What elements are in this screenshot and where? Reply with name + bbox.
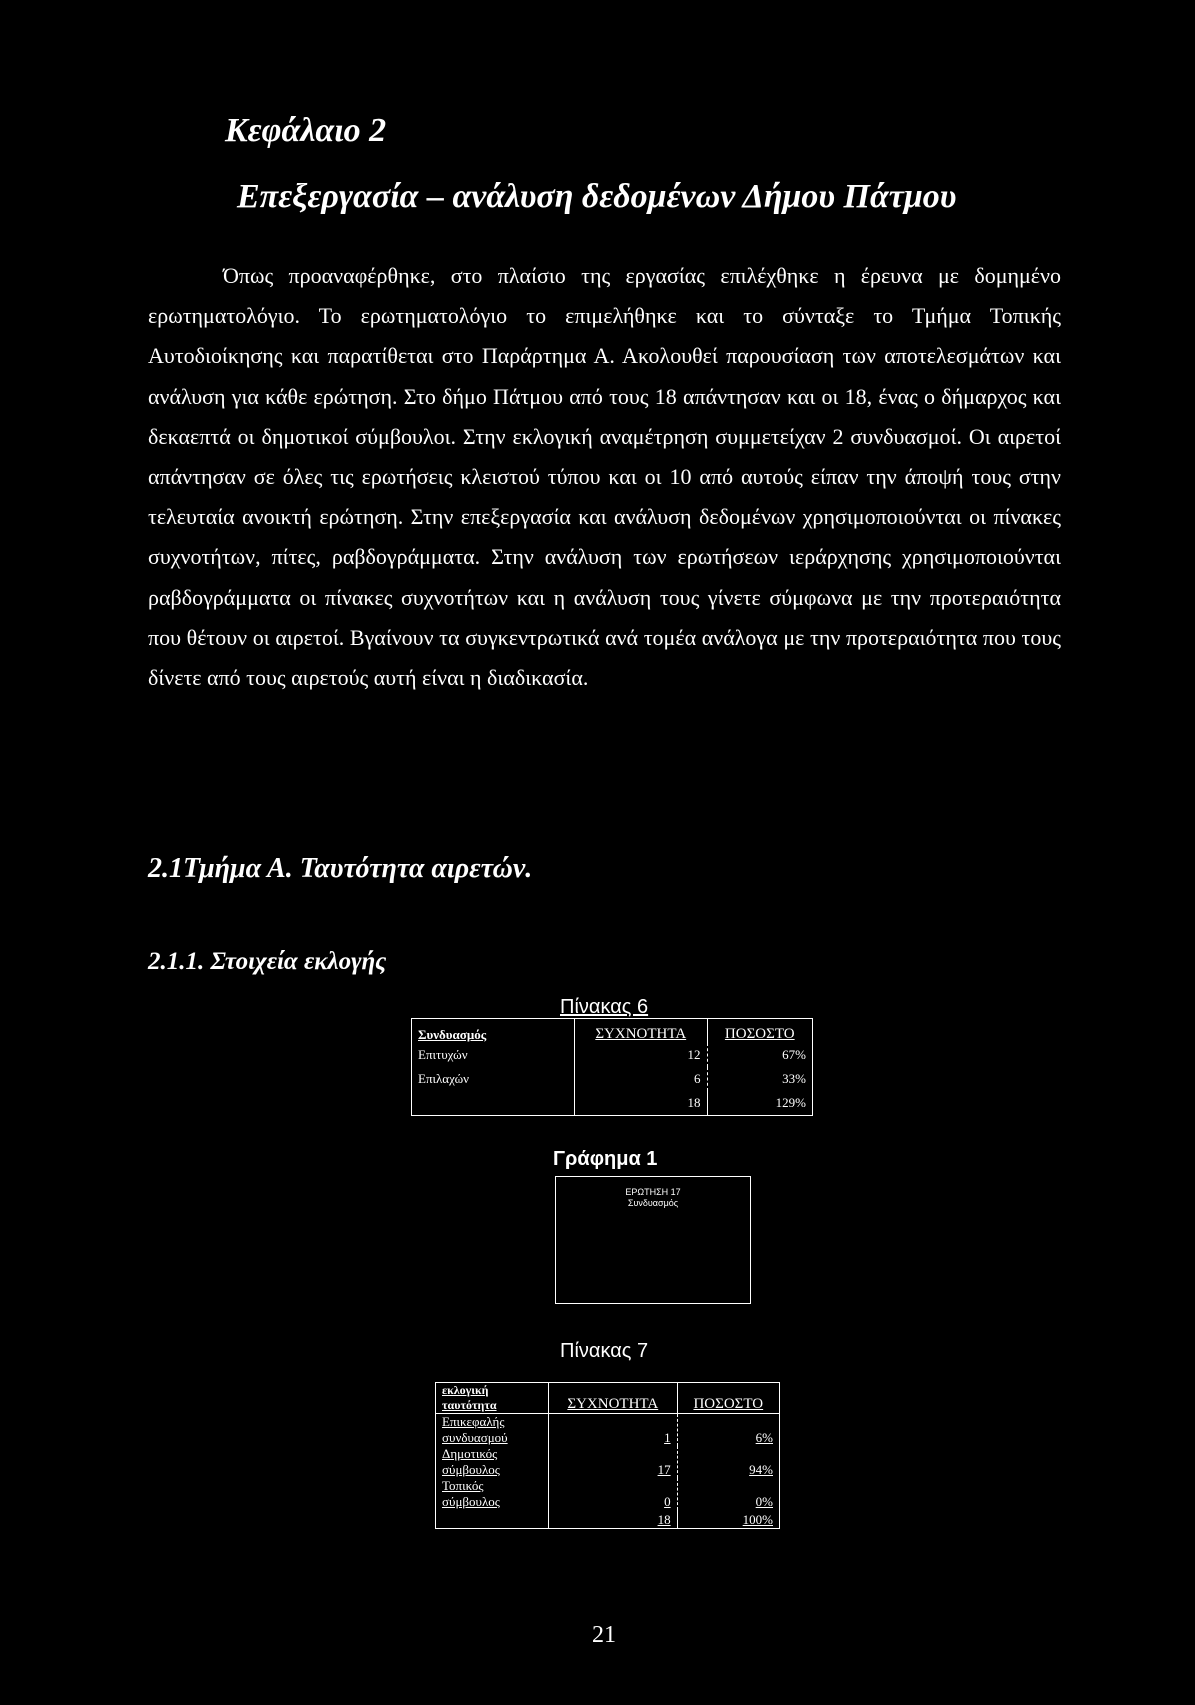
chart-frame [555,1176,751,1304]
table7-cell: Επικεφαλής συνδυασμού [436,1414,549,1447]
table-row [412,1067,813,1091]
table7 [435,1382,780,1529]
table7-cell: 1 [549,1414,678,1447]
page-number: 21 [592,1622,616,1648]
table6-cell: 6 [575,1067,708,1091]
table6-cell: 12 [575,1043,708,1067]
section-heading: 2.1Τμήμα Α. Ταυτότητα αιρετών. [148,853,533,884]
table6 [411,1018,813,1116]
table6-cell: 33% [707,1067,813,1091]
table6-cell: 18 [575,1091,708,1116]
table6-cell: 67% [707,1043,813,1067]
table-row [436,1510,780,1529]
chart-subtitle: Συνδυασμός [627,1198,679,1208]
table6-cell [412,1091,575,1116]
chapter-label: Κεφάλαιο 2 [225,112,387,149]
intro-text: Όπως προαναφέρθηκε, στο πλαίσιο της εργασίας επιλέχθηκε η έρευνα με δομημένο ερωτηματολόγιο. Το ερωτηματολόγιο το επιμελήθηκε και το σύνταξε το Τμήμα Τοπικής Αυτοδιοίκησης και παρατίθεται στο Παράρτημα Α. Ακολουθεί παρουσίαση των αποτελεσμάτων και ανάλυση για κάθε ερώτηση. Στο δήμο Πάτμου από τους 18 απάντησαν και οι 18, ένας ο δήμαρχος και δεκαεπτά οι δημοτικοί σύμβουλοι. Στην εκλογική αναμέτρηση συμμετείχαν 2 συνδυασμοί. Οι αιρετοί απάντησαν σε όλες τις ερωτήσεις κλειστού τύπου και οι 10 από αυτούς είπαν την άποψή τους στην τελευταία ανοικτή ερώτηση. Στην επεξεργασία και ανάλυση δεδομένων χρησιμοποιούνται οι πίνακες συχνοτήτων, πίτες, ραβδογράμματα. Στην ανάλυση των ερωτήσεων ιεράρχησης χρησιμοποιούνται ραβδογράμματα οι πίνακες συχνοτήτων και η ανάλυση τους γίνετε σύμφωνα με την προτεραιότητα που θέτουν οι αιρετοί. Βγαίνουν τα συγκεντρωτικά ανά τομέα ανάλογα με την προτεραιότητα που τους δίνετε από τους αιρετούς αυτή είναι η διαδικασία. [148,263,1061,691]
table6-header-col3: ΠΟΣΟΣΤΟ [707,1019,813,1044]
table6-cell: Επιλαχών [412,1067,575,1091]
table7-caption: Πίνακας 7 [560,1340,649,1362]
table-row [436,1414,780,1447]
table6-caption: Πίνακας 6 [560,996,649,1018]
subsection-heading: 2.1.1. Στοιχεία εκλογής [148,948,387,975]
chart-title: ΕΡΩΤΗΣΗ 17 [625,1187,681,1197]
table7-cell: 100% [677,1510,779,1529]
table6-header-col2: ΣΥΧΝΟΤΗΤΑ [575,1019,708,1044]
table7-cell: Δημοτικός σύμβουλος [436,1446,549,1478]
intro-paragraph [148,256,1061,698]
table-row [412,1043,813,1067]
table7-header-col3: ΠΟΣΟΣΤΟ [677,1383,779,1414]
chapter-title: Επεξεργασία – ανάλυση δεδομένων Δήμου Πάτμου [237,178,957,215]
table7-header-col1: εκλογική ταυτότητα [436,1383,549,1414]
table6-cell: 129% [707,1091,813,1116]
table-row [436,1478,780,1510]
table7-cell: 0% [677,1478,779,1510]
table-row [436,1446,780,1478]
table7-cell [436,1510,549,1529]
table7-cell: 17 [549,1446,678,1478]
table6-cell: Επιτυχών [412,1043,575,1067]
table-header-row [436,1383,780,1414]
table7-cell: 18 [549,1510,678,1529]
table7-cell: 0 [549,1478,678,1510]
table7-cell: 6% [677,1414,779,1447]
table-row [412,1091,813,1116]
graph1-caption: Γράφημα 1 [553,1148,658,1170]
table7-header-col2: ΣΥΧΝΟΤΗΤΑ [549,1383,678,1414]
table7-cell: 94% [677,1446,779,1478]
table7-cell: Τοπικός σύμβουλος [436,1478,549,1510]
table6-header-col1: Συνδυασμός [412,1019,575,1044]
table-header-row [412,1019,813,1044]
